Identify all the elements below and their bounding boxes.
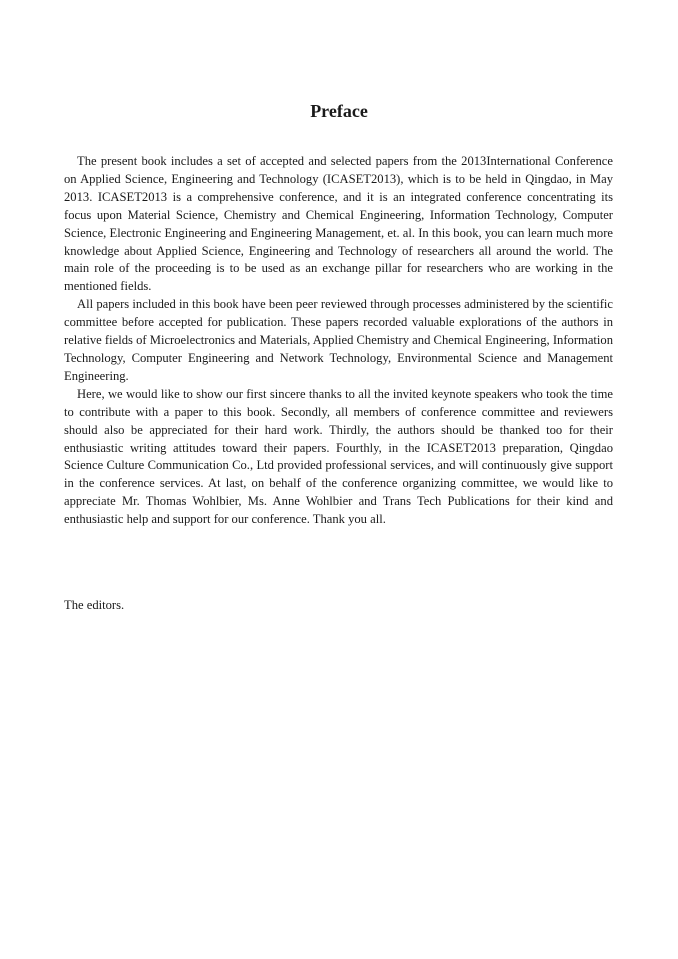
paragraph-acknowledgements: Here, we would like to show our first sincere thanks to all the invited keynote speakers who took the time to contribute with a paper to this book. Secondly, all members of conference committee and reviewers should also be appreciated for their hard work. Thirdly, the authors should be thanked too for their enthusiastic writing attitudes toward their papers. Fourthly, in the ICASET2013 preparation, Qingdao Science Culture Communication Co., Ltd provided professional services, and will continuously give support in the conference services. At last, on behalf of the conference organizing committee, we would like to appreciate Mr. Thomas Wohlbier, Ms. Anne Wohlbier and Trans Tech Publications for their kind and enthusiastic help and support for our conference. Thank you all.: [64, 386, 613, 527]
paragraph-peer-review: All papers included in this book have been peer reviewed through processes administered by the scientific committee before accepted for publication. These papers recorded valuable explorations of the authors in relative fields of Microelectronics and Materials, Applied Chemistry and Chemical Engineering, Information Technology, Computer Engineering and Network Technology, Environmental Science and Management Engineering.: [64, 297, 613, 383]
signoff: The editors.: [64, 598, 125, 612]
paragraph-introduction: The present book includes a set of accepted and selected papers from the 2013International Conference on Applied Science, Engineering and Technology (ICASET2013), which is to be held in Qingdao, in May 2013. ICASET2013 is a comprehensive conference, and it is an integrated conference concentrating its focus upon Material Science, Chemistry and Chemical Engineering, Information Technology, Computer Science, Electronic Engineering and Engineering Management, et. al. In this book, you can learn much more knowledge about Applied Science, Engineering and Technology of researchers all around the world. The main role of the proceeding is to be used as an exchange pillar for researchers who are working in the mentioned fields.: [64, 154, 613, 294]
preface-body: [64, 153, 613, 529]
page-title: Preface: [310, 101, 368, 122]
